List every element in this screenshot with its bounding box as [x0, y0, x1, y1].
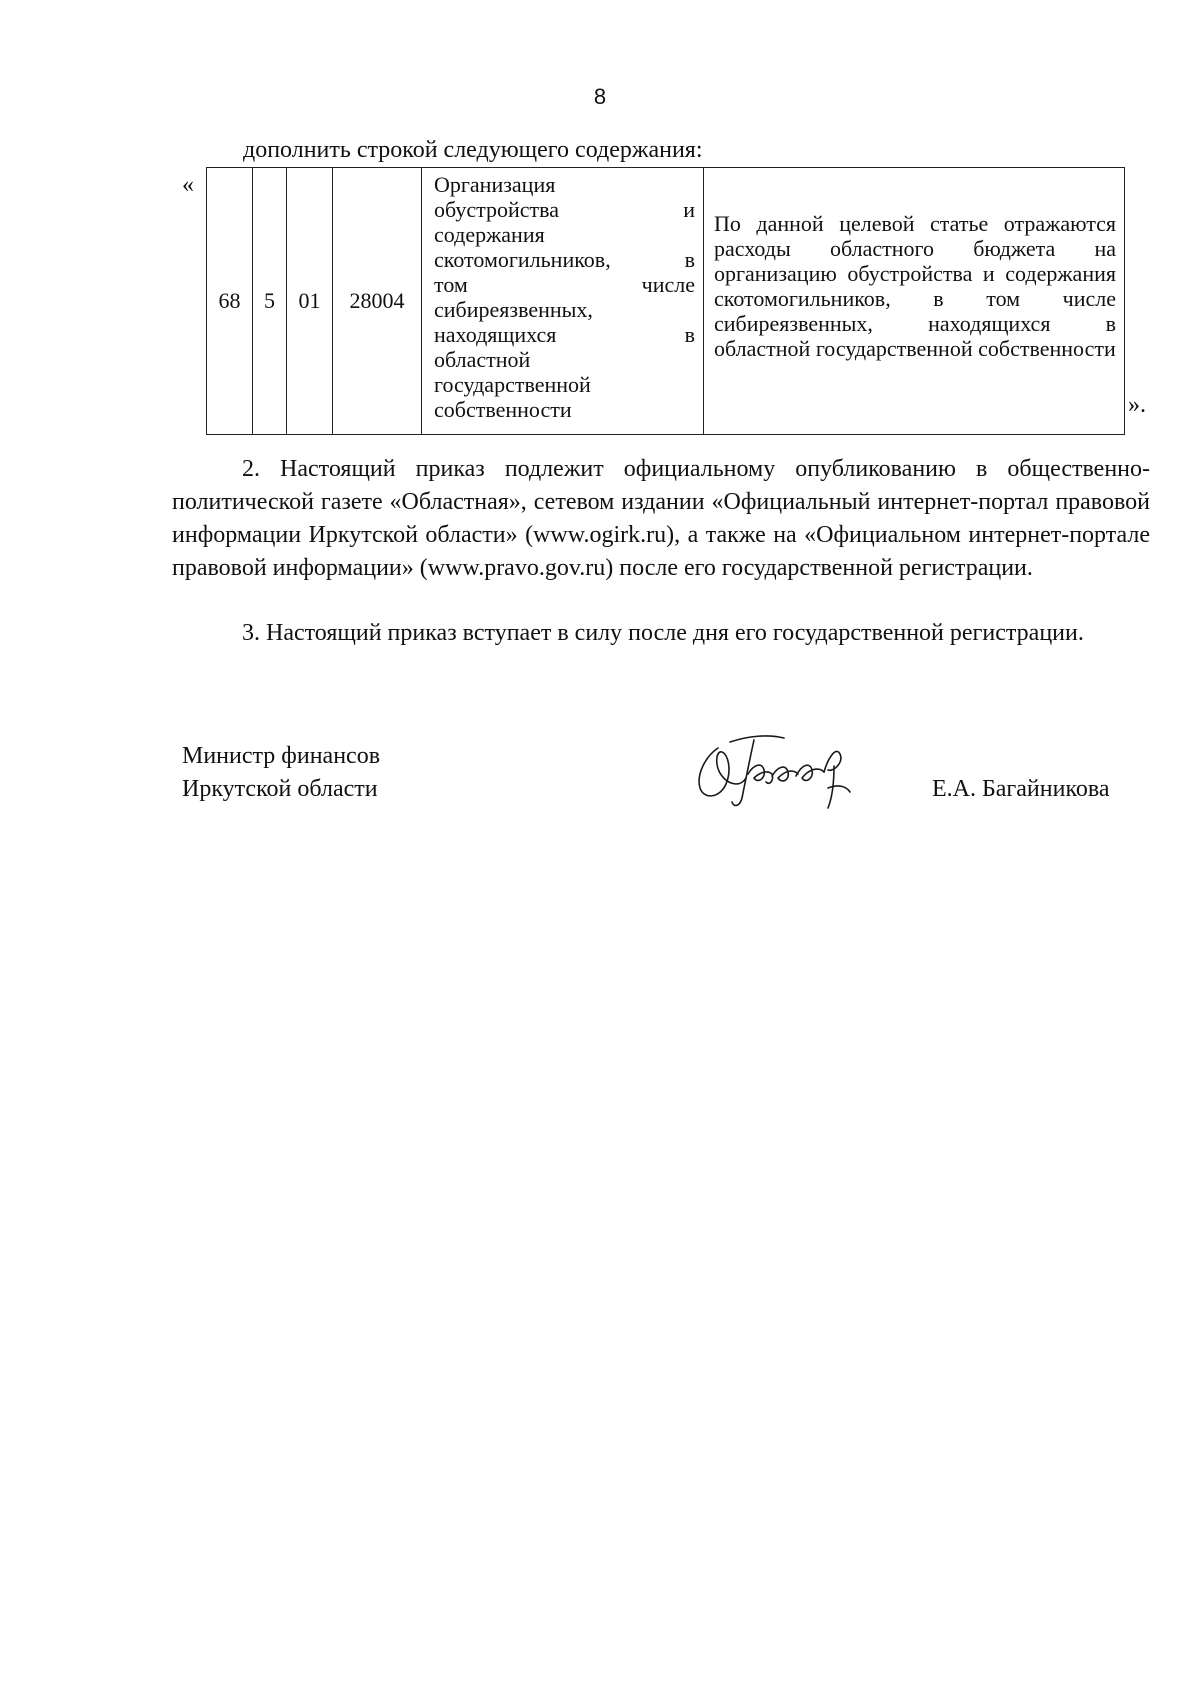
article-name-line: сибиреязвенных, — [434, 297, 593, 322]
description-cell — [704, 168, 1125, 435]
article-name-line: обустройства и — [434, 197, 695, 222]
article-name-line: собственности — [434, 397, 572, 422]
code-cell-3: 01 — [287, 168, 333, 435]
paragraph-3: 3. Настоящий приказ вступает в силу после дня его государственной регистрации. — [242, 620, 1084, 646]
signatory-title-line: Иркутской области — [182, 776, 378, 802]
table-row — [207, 168, 1125, 435]
signatory-title-line: Министр финансов — [182, 743, 381, 769]
code-cell-4: 28004 — [333, 168, 422, 435]
signatory-title — [182, 740, 380, 806]
signatory-name: Е.А. Багайникова — [932, 776, 1110, 802]
article-name-line: том числе — [434, 272, 695, 297]
code-cell-2: 5 — [253, 168, 287, 435]
closing-quote: ». — [1128, 392, 1146, 418]
article-name-line: Организация — [434, 172, 556, 197]
article-name-line: государственной — [434, 372, 591, 397]
handwritten-signature — [688, 726, 863, 816]
article-name-line: скотомогильников, в — [434, 247, 695, 272]
code-cell-1: 68 — [207, 168, 253, 435]
article-name-line: областной — [434, 347, 531, 372]
article-name-line: находящихся в — [434, 322, 695, 347]
intro-line: дополнить строкой следующего содержания: — [243, 137, 703, 163]
description-text: По данной целевой статье отражаются расходы областного бюджета на организацию обустройства и содержания скотомогильников, в том числе сибиреязвенных, находящихся в областной государственной собственности — [714, 211, 1116, 361]
opening-quote: « — [182, 172, 194, 198]
amendment-table — [206, 167, 1125, 435]
paragraph-2: 2. Настоящий приказ подлежит официальному опубликованию в общественно-политической газете «Областная», сетевом издании «Официальный интернет-портал правовой информации Иркутской области» (www.ogirk.ru), а также на «Официальном интернет-портале правовой информации» (www.pravo.gov.ru) после его государственной регистрации. — [172, 456, 1150, 581]
page-number: 8 — [593, 84, 607, 109]
article-name-line: содержания — [434, 222, 545, 247]
article-name-cell — [422, 168, 704, 435]
